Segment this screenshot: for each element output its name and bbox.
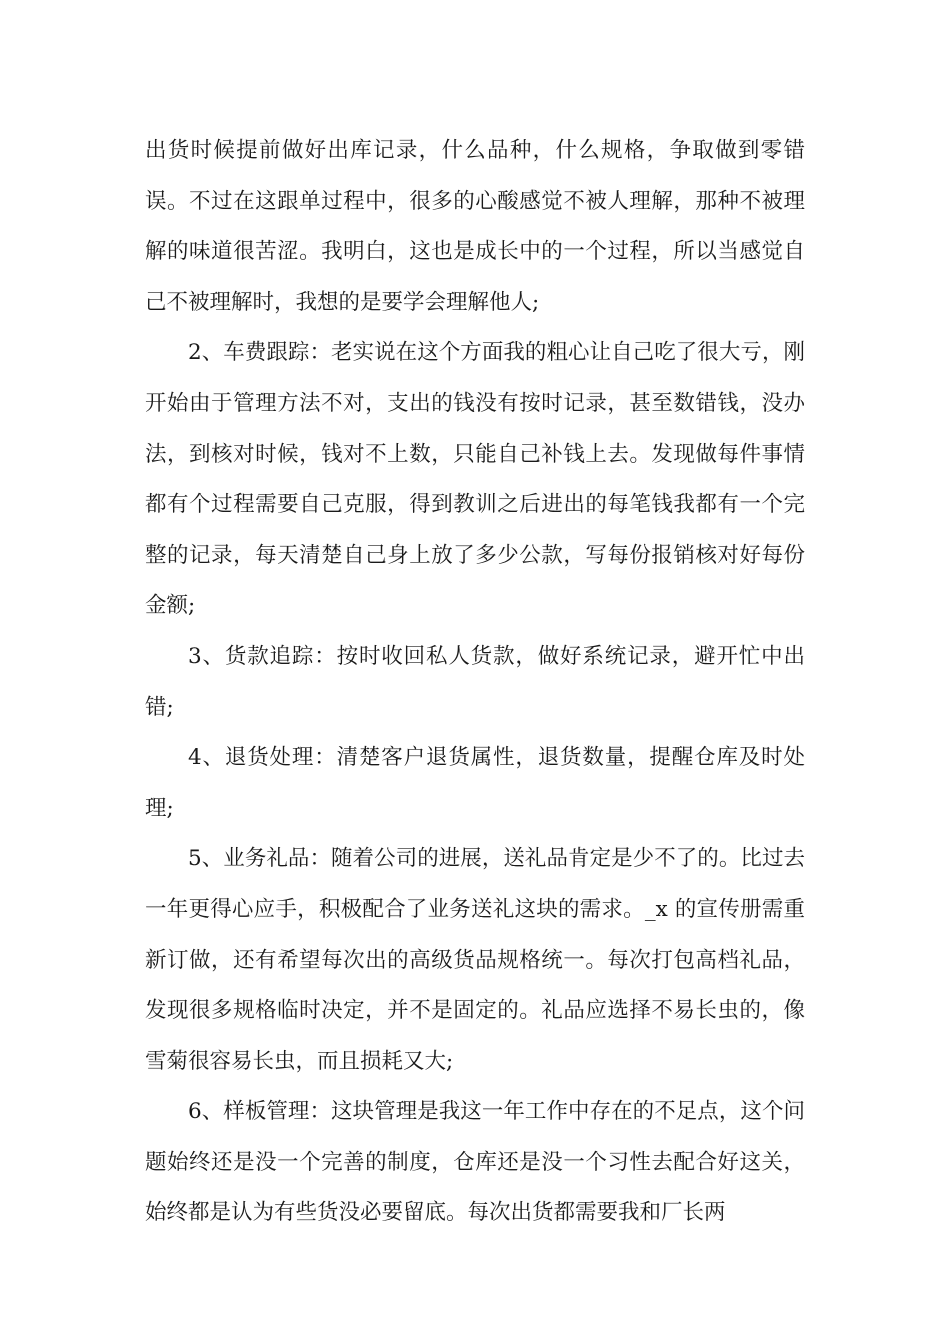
paragraph-continuation: 出货时候提前做好出库记录，什么品种，什么规格，争取做到零错误。不过在这跟单过程中，很多的心酸感觉不被人理解，那种不被理解的味道很苦涩。我明白，这也是成长中的一个过程，所以当感觉自己不被理解时，我想的是要学会理解他人;	[145, 138, 805, 315]
paragraph-business-gifts: 5、业务礼品：随着公司的进展，送礼品肯定是少不了的。比过去一年更得心应手，积极配合了业务送礼这块的需求。_x 的宣传册需重新订做，还有希望每次出的高级货品规格统一。每次打包高档礼品，发现很多规格临时决定，并不是固定的。礼品应选择不易长虫的，像雪菊很容易长虫，而且损耗又大;	[145, 846, 805, 1074]
paragraph-returns-handling: 4、退货处理：清楚客户退货属性，退货数量，提醒仓库及时处理;	[145, 745, 805, 821]
paragraph-payment-tracking: 3、货款追踪：按时收回私人货款，做好系统记录，避开忙中出错;	[145, 643, 805, 720]
paragraph-sample-management: 6、样板管理：这块管理是我这一年工作中存在的不足点，这个问题始终还是没一个完善的制度，仓库还是没一个习性去配合好这关，始终都是认为有些货没必要留底。每次出货都需要我和厂长两	[145, 1099, 805, 1226]
paragraph-fare-tracking: 2、车费跟踪：老实说在这个方面我的粗心让自己吃了很大亏，刚开始由于管理方法不对，支出的钱没有按时记录，甚至数错钱，没办法，到核对时候，钱对不上数，只能自己补钱上去。发现做每件事情都有个过程需要自己克服，得到教训之后进出的每笔钱我都有一个完整的记录，每天清楚自己身上放了多少公款，写每份报销核对好每份金额;	[145, 340, 805, 619]
document-body	[145, 126, 805, 1239]
